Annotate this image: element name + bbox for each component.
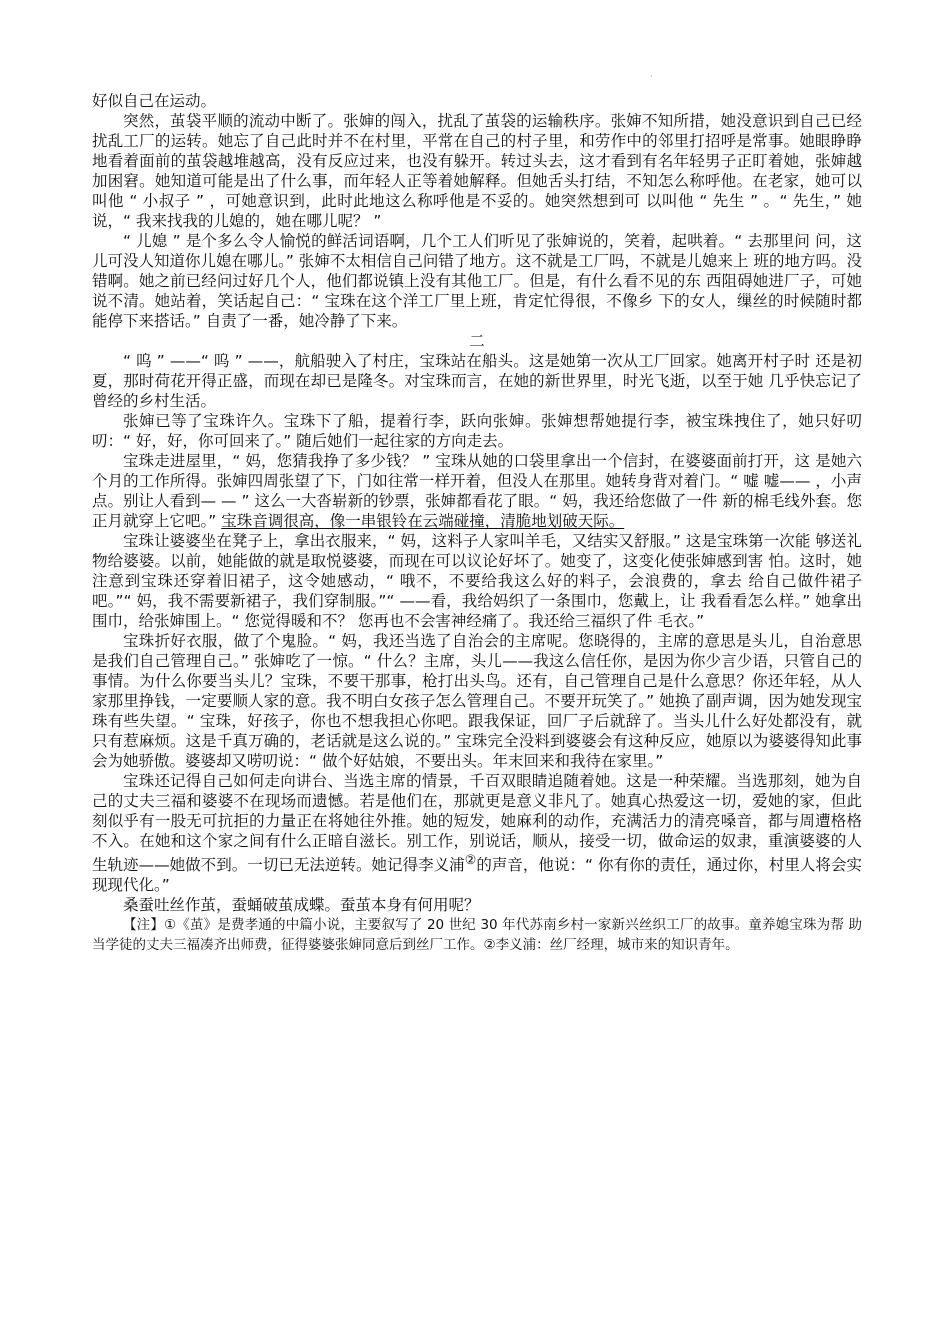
paragraph-0: 好似自己在运动。 [92, 92, 217, 110]
paragraph-8 [92, 771, 862, 895]
footnote-ref-2: ② [464, 853, 477, 868]
paragraph-8-text: 宝珠还记得自己如何走向讲台、当选主席的情景，千百双眼睛追随着她。这是一种荣耀。当选那刻，她为自己的丈夫三福和婆婆不在现场而遗憾。若是他们在，那就更是意义非凡了。她真心热爱这一切，爱她的家，但此刻似乎有一股无可抗拒的力量正在将她往外推。她的短发，她麻利的动作，充满活力的清亮嗓音，都与周遭格格不入。在她和这个家之间有什么正暗自滋长。别工作，别说话，顺从，接受一切，做命运的奴隶，重演婆婆的人生轨迹——她做不到。一切已无法逆转。她记得李义浦 [92, 772, 862, 875]
paragraph-2: “ 儿媳 ” 是个多么令人愉悦的鲜活词语啊，几个工人们听见了张婶说的，笑着，起哄着。“ 去那里问 问，这儿可没人知道你儿媳在哪儿。” 张婶不太相信自己问错了地方。这不就是工厂吗，不就是儿媳来上 班的地方吗。没错啊。她之前已经问过好几个人，他们都说镇上没有其他工厂。但是，有什么看不见的东 西阻碍她进厂子，可她说不清。她站着，笑话起自己：“ 宝珠在这个洋工厂里上班，肯定忙得很，不像乡 下的女人，缫丝的时候随时都能停下来搭话。” 自责了一番，她冷静了下来。 [92, 232, 862, 330]
paragraph-4: 张婶已等了宝珠许久。宝珠下了船，提着行李，跃向张婶。张婶想帮她提行李，被宝珠拽住了，她只好叨叨：“ 好，好，你可回来了。” 随后她们一起往家的方向走去。 [92, 412, 862, 450]
paragraph-7: 宝珠折好衣服，做了个鬼脸。“ 妈，我还当选了自治会的主席呢。您晓得的，主席的意思是头儿，自治意思是我们自己管理自己。” 张婶吃了一惊。“ 什么？主席，头儿——我这么信任你，是因为你少言少语，只管自己的事情。为什么你要当头儿？宝珠，不要干那事，枪打出头鸟。还有，自己管理自己是什么意思？你还年轻，从人家那里挣钱，一定要顺人家的意。我不明白女孩子怎么管理自己。不要开玩笑了。” 她换了副声调，因为她发现宝珠有些失望。“ 宝珠，好孩子，你也不想我担心你吧。跟我保证，回厂子后就辞了。当头儿什么好处都没有，就只有惹麻烦。这是千真万确的，老话就是这么说的。” 宝珠完全没料到婆婆会有这种反应，她原以为婆婆得知此事会为她骄傲。婆婆却又唠叨说：“ 做个好姑娘，不要出头。年末回来和我待在家里。” [92, 632, 862, 770]
paragraph-9: 桑蚕吐丝作茧，蚕蛹破茧成蝶。蚕茧本身有何用呢？ [123, 896, 480, 915]
paragraph-5-text: 宝珠走进屋里，“ 妈，您猜我挣了多少钱？ ” 宝珠从她的口袋里拿出一个信封，在婆婆面前打开，这 是她六个月的工作所得。张婶四周张望了下，门如往常一样开着，但没人在那里。她转身背对着门。“ 嘘 嘘—— ，小声点。别让人看到— — ” 这么一大沓崭新的钞票，张婶都看花了眼。“ 妈，我还给您做了一件 新的棉毛线外套。您正月就穿上它吧。” [92, 452, 862, 530]
paragraph-5 [92, 451, 862, 531]
underlined-sentence: 宝珠音调很高，像一串银铃在云端碰撞，清脆地划破天际。 [221, 512, 625, 530]
article-body [92, 91, 862, 955]
paragraph-6: 宝珠让婆婆坐在凳子上，拿出衣服来，“ 妈，这料子人家叫羊毛，又结实又舒服。” 这是宝珠第一次能 够送礼物给婆婆。以前，她能做的就是取悦婆婆，而现在可以议论好坏了。她变了，这变化使张婶感到害 怕。这时，她注意到宝珠还穿着旧裙子，这令她感动，“ 哦不，不要给我这么好的料子，会浪费的，拿去 给自己做件裙子吧。”“ 妈，我不需要新裙子，我们穿制服。”“ ——看，我给妈织了一条围巾，您戴上，让 我看看怎么样。” 她拿出围巾，给张婶围上。“ 您觉得暖和不？ 您再也不会害神经痛了。我还给三福织了件 毛衣。” [92, 532, 862, 630]
page-mark: · [650, 72, 653, 81]
section-heading-two: 二 [469, 332, 485, 350]
paragraph-1: 突然，茧袋平顺的流动中断了。张婶的闯入，扰乱了茧袋的运输秩序。张婶不知所措，她没意识到自己已经扰乱工厂的运转。她忘了自己此时并不在村里，平常在自己的村子里，和劳作中的邻里打招呼是常事。她眼睁睁地看着面前的茧袋越堆越高，没有反应过来，也没有躲开。转过头去，这才看到有名年轻男子正盯着她，张婶越加困窘。她知道可能是出了什么事，而年轻人正等着她解释。但她舌头打结，不知怎么称呼他。在老家，她可以叫他 “ 小叔子 ” ，可她意识到，此时此地这么称呼他是不妥的。她突然想到可 以叫他 “ 先生 ” 。“ 先生，” 她说，“ 我来找我的儿媳的，她在哪儿呢？ ” [92, 112, 862, 230]
paragraph-3: “ 呜 ” ——“ 呜 ” ——，航船驶入了村庄，宝珠站在船头。这是她第一次从工厂回家。她离开村子时 还是初夏，那时荷花开得正盛，而现在却已是隆冬。对宝珠而言，在她的新世界里，时光飞逝，以至于她 几乎快忘记了曾经的乡村生活。 [92, 352, 862, 410]
footnote: 【注】①《茧》是费孝通的中篇小说，主要叙写了 20 世纪 30 年代苏南乡村一家新兴丝织工厂的故事。童养媳宝珠为帮 助当学徒的丈夫三福凑齐出师费，征得婆婆张婶同意后到丝厂工作。②李义浦：丝厂经理，城市来的知识青年。 [92, 917, 862, 954]
paragraph-8-text-end: 的声音，他说：“ 你有你的责任，通过你，村里人将会实现现代化。” [92, 856, 862, 895]
